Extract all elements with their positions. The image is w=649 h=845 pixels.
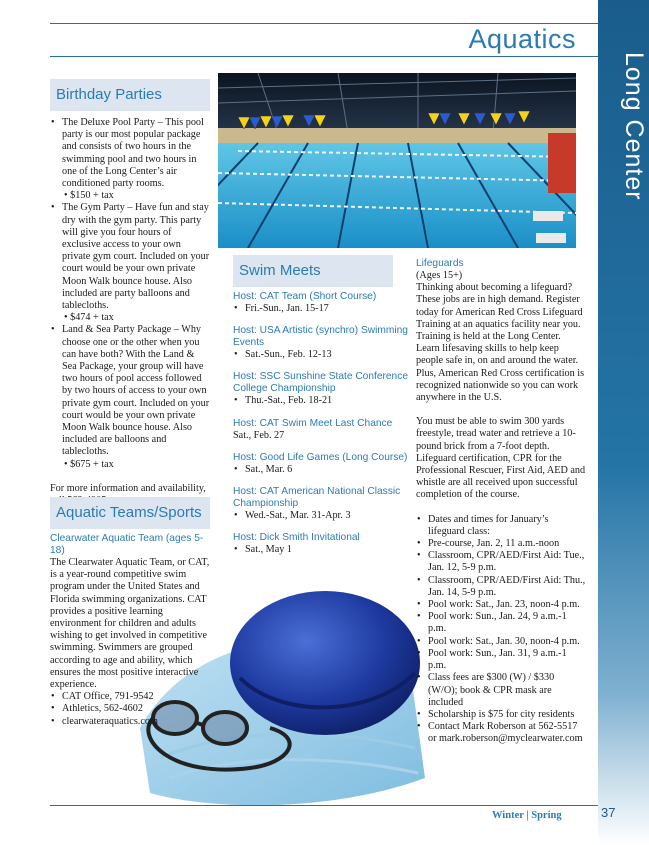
meet-entry: [233, 452, 413, 476]
lifeguards-heading: Lifeguards: [416, 258, 464, 269]
lifeguard-item: • Class fees are $300 (W) / $330 (W/O); book & CPR mask are included: [416, 672, 586, 709]
contact-item: • Athletics, 562-4602: [50, 703, 210, 715]
birthday-heading: Birthday Parties: [50, 79, 210, 111]
sidebar-title: Long Center: [620, 52, 648, 201]
meet-host: Host: CAT Swim Meet Last Chance: [233, 417, 393, 429]
pool-photo: [218, 73, 576, 248]
meet-date: Sat., Feb. 27: [233, 429, 285, 441]
teams-contacts: [50, 691, 210, 728]
lifeguard-item: • Pool work: Sun., Jan. 24, 9 a.m.-1 p.m.: [416, 611, 586, 635]
meet-host: Host: USA Artistic (synchro) Swimming Events: [233, 325, 408, 349]
swim-meets-heading: Swim Meets: [233, 255, 393, 287]
lifeguard-item: • Classroom, CPR/AED/First Aid: Thu., Jan. 14, 5-9 p.m.: [416, 575, 586, 599]
meet-host: Host: CAT American National Classic Championship: [233, 486, 401, 510]
contact-item[interactable]: • clearwateraquatics.com: [50, 716, 210, 728]
swim-cap-shape: [230, 591, 420, 735]
birthday-item: [50, 324, 210, 470]
meet-date: • Sat., May 1: [233, 544, 413, 556]
header-rule: [50, 56, 598, 57]
footer-label: Winter | Spring: [492, 810, 562, 821]
birthday-item-text: The Deluxe Pool Party – This pool party is our most popular package and consists of two hours in the swimming pool and two hours in one of the Long Center’s air conditioned party rooms.: [62, 117, 204, 190]
meet-entry: [233, 486, 413, 522]
teams-heading: Aquatic Teams/Sports: [50, 497, 210, 529]
lifeguards-para2: You must be able to swim 300 yards freestyle, tread water and retrieve a 10-pound brick from a 7-foot depth. Lifeguard certification, CPR for the Professional Rescuer, First Aid, AED and whistle are all received upon successful completion of the course.: [416, 416, 586, 501]
lifeguards-section: [416, 258, 586, 746]
birthday-item: [50, 202, 210, 324]
meet-date: • Wed.-Sat., Mar. 31-Apr. 3: [233, 510, 413, 522]
meet-host: Host: CAT Team (Short Course): [233, 291, 377, 302]
meet-date: • Sat.-Sun., Feb. 12-13: [233, 349, 413, 361]
lifeguards-ages: (Ages 15+): [416, 270, 463, 281]
meet-entry: [233, 291, 413, 315]
lifeguard-item: • Dates and times for January’s lifeguard class:: [416, 514, 586, 538]
birthday-section: [50, 117, 210, 507]
birthday-item-price: • $474 + tax: [64, 312, 114, 324]
teams-description: The Clearwater Aquatic Team, or CAT, is a year-round competitive swim program under the United States and Florida swimming organizations. CAT provides a positive learning environment for children and adults wishing to get involved in competitive swimming. Swimmers are grouped according to age and ability, which ensures the most positive interactive experience.: [50, 557, 210, 691]
birthday-item-price: • $150 + tax: [64, 190, 114, 202]
birthday-item-text: The Gym Party – Have fun and stay dry with the gym party. This party will give you four hours of exclusive access to your own private gym court. Included on your court would be your own private Moon Walk bounce house. Also included are party balloons and tablecloths.: [62, 202, 210, 312]
meet-date: • Fri.-Sun., Jan. 15-17: [233, 303, 413, 315]
meet-date: • Sat., Mar. 6: [233, 464, 413, 476]
meet-host: Host: SSC Sunshine State Conference College Championship: [233, 371, 408, 395]
footer-rule: [50, 805, 598, 806]
meet-entry: [233, 532, 413, 556]
lifeguard-item: • Pool work: Sun., Jan. 31, 9 a.m.-1 p.m.: [416, 648, 586, 672]
birthday-item: [50, 117, 210, 202]
lifeguard-item: • Pool work: Sat., Jan. 23, noon-4 p.m.: [416, 599, 586, 611]
lifeguard-item: • Pool work: Sat., Jan. 30, noon-4 p.m.: [416, 636, 586, 648]
birthday-item-price: • $675 + tax: [64, 458, 114, 470]
page-number: 37: [601, 805, 616, 820]
meet-entry: [233, 418, 413, 442]
lifeguard-item: • Pre-course, Jan. 2, 11 a.m.-noon: [416, 538, 586, 550]
meet-host: Host: Dick Smith Invitational: [233, 532, 360, 544]
teams-subheading: Clearwater Aquatic Team (ages 5-18): [50, 533, 204, 556]
lifeguards-para1: Thinking about becoming a lifeguard? These jobs are in high demand. Register today for American Red Cross Lifeguard Training at an aquatics facility near you. Training is held at the Long Center. Learn lifesaving skills to help keep people safe in, on and around the water. Plus, American Red Cross certification is recognized nationwide so you can work anywhere in the U.S.: [416, 282, 585, 404]
swim-meets-section: [233, 291, 413, 566]
meet-date: • Thu.-Sat., Feb. 18-21: [233, 395, 413, 407]
teams-section: [50, 533, 210, 728]
lifeguard-item: • Scholarship is $75 for city residents: [416, 709, 586, 721]
meet-entry: [233, 371, 413, 407]
meet-entry: [233, 325, 413, 361]
lifeguard-item: • Classroom, CPR/AED/First Aid: Tue., Jan. 12, 5-9 p.m.: [416, 550, 586, 574]
lifeguards-list: [416, 514, 586, 746]
contact-item: • CAT Office, 791-9542: [50, 691, 210, 703]
meet-host: Host: Good Life Games (Long Course): [233, 451, 408, 463]
page-title: Aquatics: [468, 24, 576, 54]
birthday-list: [50, 117, 210, 471]
lifeguard-item: • Contact Mark Roberson at 562-5517 or mark.roberson@myclearwater.com: [416, 721, 586, 745]
birthday-item-text: Land & Sea Party Package – Why choose one or the other when you can have both? With the Land & Sea Package, your group will have two hours of pool access followed by two hours of access to your own private gym court. Included on your court would be your own private Moon Walk bounce house. Also included are balloons and tablecloths.: [62, 324, 210, 458]
birthday-more-info: For more information and availability,: [50, 482, 206, 494]
